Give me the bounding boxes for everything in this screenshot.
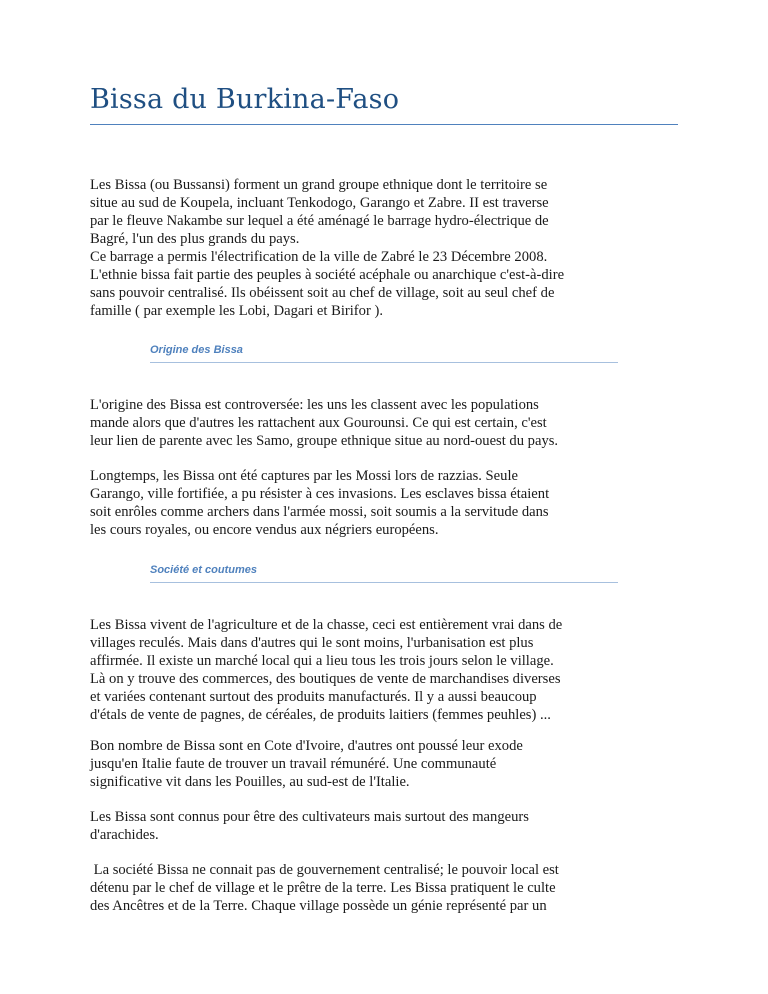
section-heading-origine: Origine des Bissa <box>150 344 243 356</box>
title-underline <box>90 124 678 125</box>
section-heading-societe: Société et coutumes <box>150 564 257 576</box>
text-line: L'origine des Bissa est controversée: les uns les classent avec les populations <box>90 397 539 413</box>
text-line: soit enrôles comme archers dans l'armée mossi, soit soumis a la servitude dans <box>90 504 549 520</box>
text-line: villages reculés. Mais dans d'autres qui le sont moins, l'urbanisation est plus <box>90 635 534 651</box>
text-line: les cours royales, ou encore vendus aux négriers européens. <box>90 522 439 538</box>
text-line: Longtemps, les Bissa ont été captures par les Mossi lors de razzias. Seule <box>90 468 518 484</box>
text-line: Ce barrage a permis l'électrification de la ville de Zabré le 23 Décembre 2008. <box>90 249 548 265</box>
text-line: d'étals de vente de pagnes, de céréales, de produits laitiers (femmes peuhles) ... <box>90 707 551 723</box>
text-line: Là on y trouve des commerces, des boutiques de vente de marchandises diverses <box>90 671 561 687</box>
text-line: affirmée. Il existe un marché local qui a lieu tous les trois jours selon le village. <box>90 653 554 669</box>
text-line: Garango, ville fortifiée, a pu résister à ces invasions. Les esclaves bissa étaient <box>90 486 550 502</box>
section-heading-rule <box>150 582 618 583</box>
text-line: significative vit dans les Pouilles, au sud-est de l'Italie. <box>90 774 410 790</box>
section-heading-rule <box>150 362 618 363</box>
text-line: famille ( par exemple les Lobi, Dagari et Birifor ). <box>90 303 383 319</box>
text-line: leur lien de parente avec les Samo, groupe ethnique situe au nord-ouest du pays. <box>90 433 559 449</box>
text-line: Les Bissa vivent de l'agriculture et de la chasse, ceci est entièrement vrai dans de <box>90 617 563 633</box>
text-line: jusqu'en Italie faute de trouver un travail rémunéré. Une communauté <box>90 756 497 772</box>
text-line: L'ethnie bissa fait partie des peuples à société acéphale ou anarchique c'est-à-dire <box>90 267 565 283</box>
text-line: Bagré, l'un des plus grands du pays. <box>90 231 300 247</box>
text-line: d'arachides. <box>90 827 159 843</box>
origine-paragraph-1 <box>90 396 690 450</box>
societe-paragraph-2 <box>90 737 690 791</box>
origine-paragraph-2 <box>90 467 690 539</box>
societe-paragraph-4 <box>90 861 690 915</box>
text-line: et variées contenant surtout des produits manufacturés. Il y a aussi beaucoup <box>90 689 537 705</box>
text-line: par le fleuve Nakambe sur lequel a été aménagé le barrage hydro-électrique de <box>90 213 549 229</box>
text-line: mande alors que d'autres les rattachent aux Gourounsi. Ce qui est certain, c'est <box>90 415 547 431</box>
text-line: détenu par le chef de village et le prêtre de la terre. Les Bissa pratiquent le culte <box>90 880 556 896</box>
page-title: Bissa du Burkina-Faso <box>90 84 400 115</box>
text-line: Bon nombre de Bissa sont en Cote d'Ivoire, d'autres ont poussé leur exode <box>90 738 523 754</box>
text-line: Les Bissa (ou Bussansi) forment un grand groupe ethnique dont le territoire se <box>90 177 548 193</box>
text-line: sans pouvoir centralisé. Ils obéissent soit au chef de village, soit au seul chef de <box>90 285 555 301</box>
intro-paragraph <box>90 176 690 320</box>
text-line: situe au sud de Koupela, incluant Tenkodogo, Garango et Zabre. II est traverse <box>90 195 549 211</box>
societe-paragraph-1 <box>90 616 690 724</box>
text-line: Les Bissa sont connus pour être des cultivateurs mais surtout des mangeurs <box>90 809 529 825</box>
text-line: La société Bissa ne connait pas de gouvernement centralisé; le pouvoir local est <box>90 862 559 878</box>
text-line: des Ancêtres et de la Terre. Chaque village possède un génie représenté par un <box>90 898 547 914</box>
societe-paragraph-3 <box>90 808 690 844</box>
